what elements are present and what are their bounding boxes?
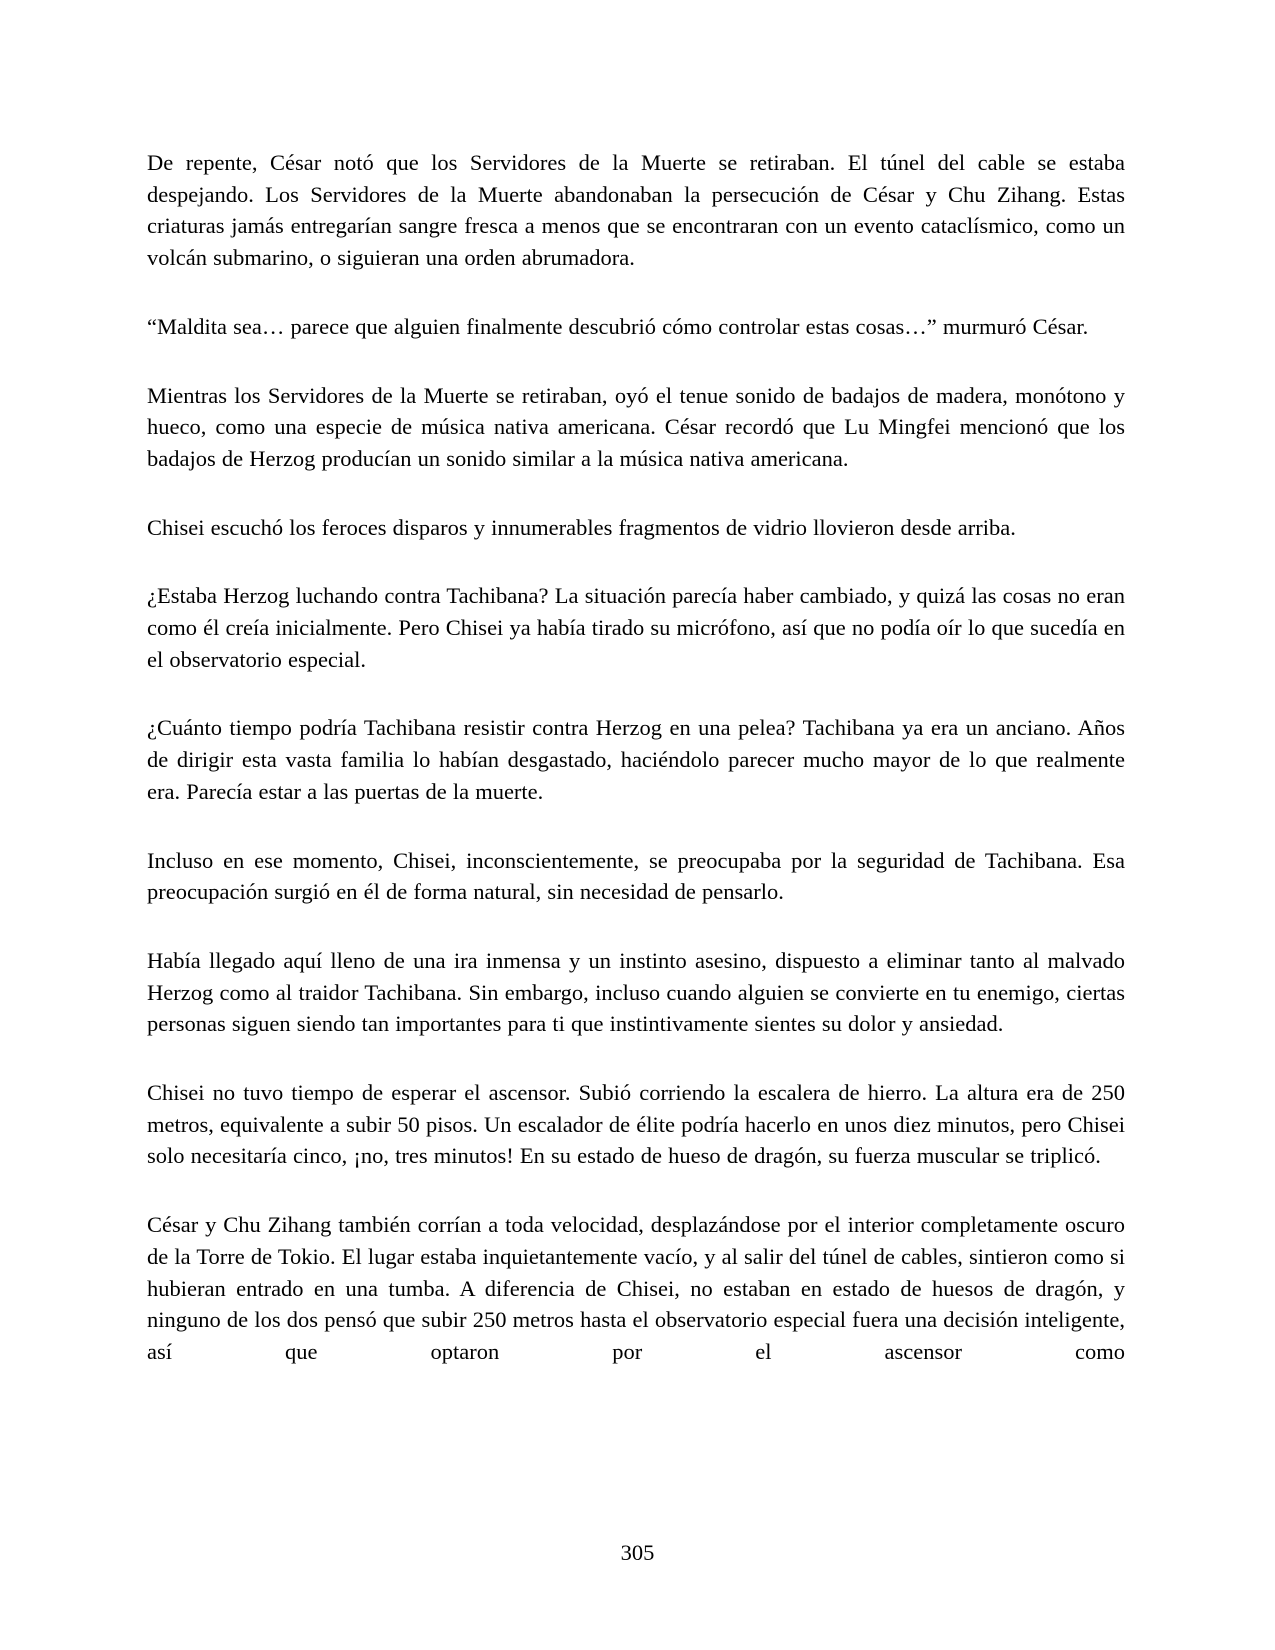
paragraph: Incluso en ese momento, Chisei, inconscientemente, se preocupaba por la seguridad de Tachibana. Esa preocupación surgió en él de forma natural, sin necesidad de pensarlo. bbox=[147, 847, 1125, 905]
paragraph: Chisei no tuvo tiempo de esperar el ascensor. Subió corriendo la escalera de hierro. La altura era de 250 metros, equivalente a subir 50 pisos. Un escalador de élite podría hacerlo en unos diez minutos, pero Chisei solo necesitaría cinco, ¡no, tres minutos! En su estado de hueso de dragón, su fuerza muscular se triplicó. bbox=[147, 1080, 1125, 1169]
paragraph: Había llegado aquí lleno de una ira inmensa y un instinto asesino, dispuesto a eliminar tanto al malvado Herzog como al traidor Tachibana. Sin embargo, incluso cuando alguien se convierte en tu enemigo, ciertas personas siguen siendo tan importantes para ti que instintivamente sientes su dolor y ansiedad. bbox=[147, 947, 1125, 1037]
paragraph: Chisei escuchó los feroces disparos y innumerables fragmentos de vidrio llovieron desde arriba. bbox=[147, 514, 1016, 540]
paragraph: De repente, César notó que los Servidores de la Muerte se retiraban. El túnel del cable se estaba despejando. Los Servidores de la Muerte abandonaban la persecución de César y Chu Zihang. Estas criaturas jamás entregarían sangre fresca a menos que se encontraran con un evento cataclísmico, como un volcán submarino, o siguieran una orden abrumadora. bbox=[147, 150, 1125, 271]
paragraph: César y Chu Zihang también corrían a toda velocidad, desplazándose por el interior completamente oscuro de la Torre de Tokio. El lugar estaba inquietantemente vacío, y al salir del túnel de cables, sintieron como si hubieran entrado en una tumba. A diferencia de Chisei, no estaban en estado de huesos de dragón, y ninguno de los dos pensó que subir 250 metros hasta el observatorio especial fuera una decisión inteligente, así que optaron por el ascensor como bbox=[147, 1212, 1125, 1364]
text-block bbox=[147, 147, 1125, 1368]
paragraph: ¿Estaba Herzog luchando contra Tachibana? La situación parecía haber cambiado, y quizá las cosas no eran como él creía inicialmente. Pero Chisei ya había tirado su micrófono, así que no podía oír lo que sucedía en el observatorio especial. bbox=[147, 583, 1125, 672]
paragraph: “Maldita sea… parece que alguien finalmente descubrió cómo controlar estas cosas…” murmuró César. bbox=[147, 313, 1089, 339]
paragraph: ¿Cuánto tiempo podría Tachibana resistir contra Herzog en una pelea? Tachibana ya era un anciano. Años de dirigir esta vasta familia lo habían desgastado, haciéndolo parecer mucho mayor de lo que realmente era. Parecía estar a las puertas de la muerte. bbox=[147, 715, 1125, 804]
paragraph: Mientras los Servidores de la Muerte se retiraban, oyó el tenue sonido de badajos de madera, monótono y hueco, como una especie de música nativa americana. César recordó que Lu Mingfei mencionó que los badajos de Herzog producían un sonido similar a la música nativa americana. bbox=[147, 382, 1125, 471]
page-number: 305 bbox=[620, 1540, 655, 1565]
